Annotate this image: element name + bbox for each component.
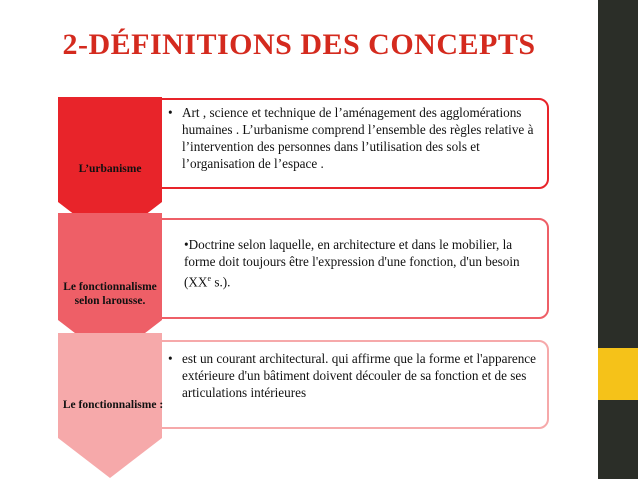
slide-title: 2-DÉFINITIONS DES CONCEPTS bbox=[62, 28, 536, 61]
definition-text-fonctionnalisme: • est un courant architectural. qui affirme que la forme et l'apparence extérieure d'un bâtiment doivent découler de sa fonction et de ses articulations intérieures bbox=[168, 351, 536, 400]
definition-text-fonctionnalisme-larousse: •Doctrine selon laquelle, en architecture et dans le mobilier, la forme doit toujours être l'expression d'une fonction, d'un besoin (XXe s.). bbox=[184, 237, 520, 290]
right-sidebar bbox=[598, 0, 638, 479]
label-urbanisme: L’urbanisme bbox=[78, 163, 142, 175]
label-fonctionnalisme: Le fonctionnalisme : bbox=[62, 399, 164, 411]
label-fonctionnalisme-larousse: Le fonctionnalisme selon larousse. bbox=[63, 281, 157, 307]
bullet-icon: • bbox=[184, 237, 189, 252]
bullet-icon: • bbox=[168, 351, 173, 366]
definition-text-urbanisme: • Art , science et technique de l’aménagement des agglomérations humaines . L’urbanisme comprend l’ensemble des règles relative à l’intervention des personnes dans l’utilisation des sols et l’organisation de l’espace . bbox=[168, 105, 534, 171]
bullet-icon: • bbox=[168, 105, 173, 120]
sidebar-accent-block bbox=[598, 348, 638, 400]
